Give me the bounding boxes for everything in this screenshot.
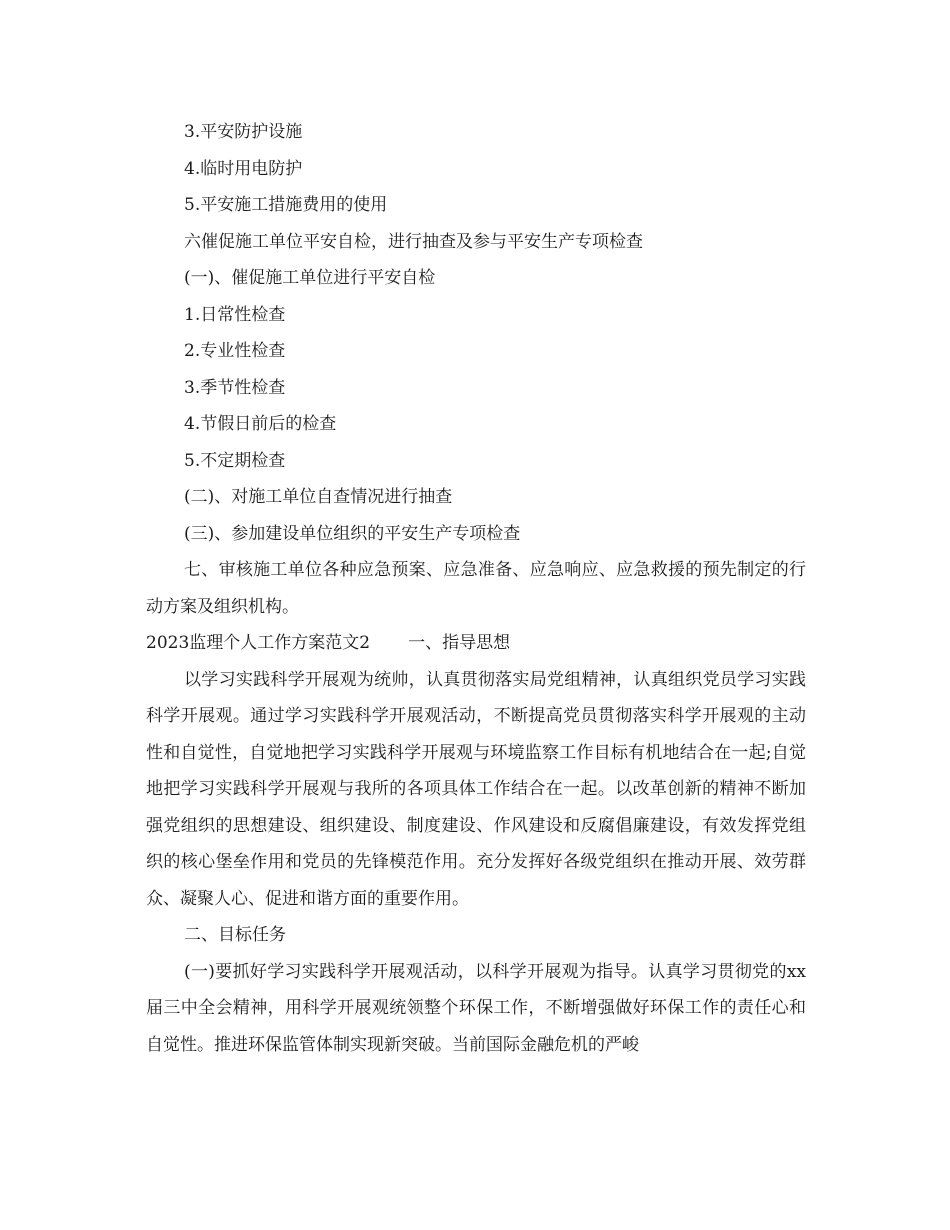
sub-section-three: (三)、参加建设单位组织的平安生产专项检查: [184, 523, 521, 544]
guiding-paragraph: 以学习实践科学开展观为统帅，认真贯彻落实局党组精神，认真组织党员学习实践科学开展观。通过学习实践科学开展观活动，不断提高党员贯彻落实科学开展观的主动性和自觉性，自觉地把学习实践科学开展观与环境监察工作目标有机地结合在一起;自觉地把学习实践科学开展观与我所的各项具体工作结合在一起。以改革创新的精神不断加强党组织的思想建设、组织建设、制度建设、作风建设和反腐倡廉建设，有效发挥党组织的核心堡垒作用和党员的先锋模范作用。充分发挥好各级党组织在推动开展、效劳群众、凝聚人心、促进和谐方面的重要作用。: [146, 669, 806, 909]
list-item: 4.临时用电防护: [184, 158, 303, 179]
document-body: [146, 114, 806, 1063]
sub-section-two: (二)、对施工单位自查情况进行抽查: [184, 487, 453, 507]
list-item: 5.平安施工措施费用的使用: [184, 195, 388, 215]
target-heading: 二、目标任务: [184, 925, 286, 945]
title-row: [146, 625, 806, 662]
document-title: 2023监理个人工作方案范文2: [146, 633, 371, 653]
guiding-heading: 一、指导思想: [408, 633, 511, 653]
list-item: 3.季节性检查: [184, 377, 286, 398]
section-seven-paragraph: 七、审核施工单位各种应急预案、应急准备、应急响应、应急救援的预先制定的行动方案及组织机构。: [146, 560, 806, 617]
target-paragraph: (一)要抓好学习实践科学开展观活动，以科学开展观为指导。认真学习贯彻党的xx届三中全会精神，用科学开展观统领整个环保工作，不断增强做好环保工作的责任心和自觉性。推进环保监管体制实现新突破。当前国际金融危机的严峻: [146, 961, 806, 1055]
list-item: 2.专业性检查: [184, 341, 286, 361]
list-item: 3.平安防护设施: [184, 122, 303, 142]
sub-section-one: (一)、催促施工单位进行平安自检: [184, 268, 436, 288]
section-six-heading: 六催促施工单位平安自检，进行抽查及参与平安生产专项检查: [184, 231, 643, 252]
list-item: 4.节假日前后的检查: [184, 414, 337, 434]
list-item: 1.日常性检查: [184, 304, 286, 325]
list-item: 5.不定期检查: [184, 450, 286, 471]
